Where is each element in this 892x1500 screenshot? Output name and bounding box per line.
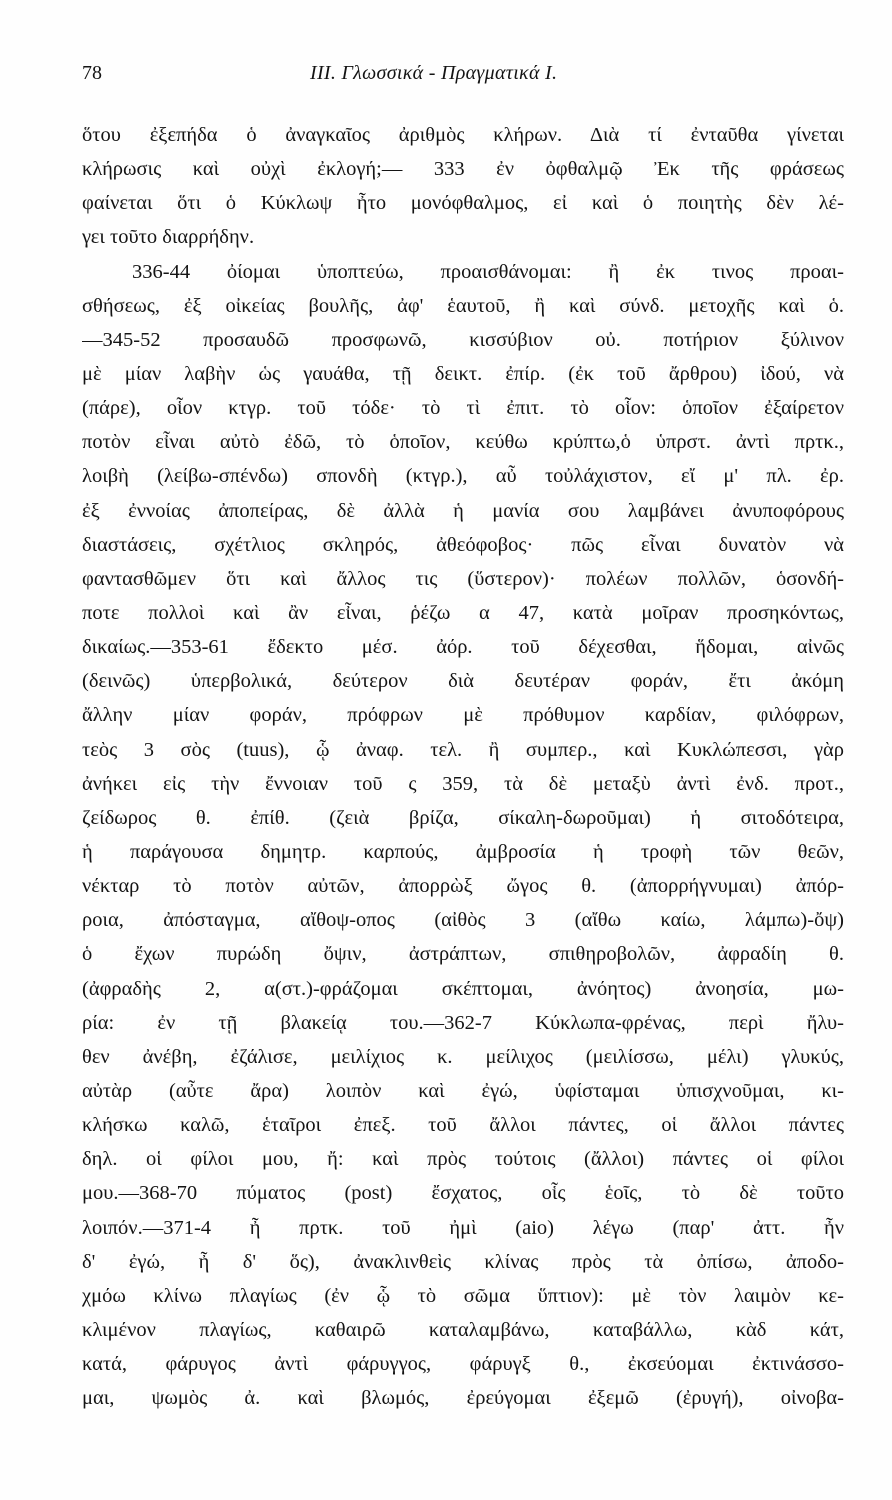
text-line: ρία: ἐν τῇ βλακείᾳ του.—362-7 Κύκλωπα-φρένας, περὶ ἤλυ- (82, 1011, 844, 1034)
text-line: νέκταρ τὸ ποτὸν αὐτῶν, ἀπορρὼξ ὤγος θ. (ἀπορρήγνυμαι) ἀπόρ- (82, 875, 844, 898)
text-line: —345-52 προσαυδῶ προσφωνῶ, κισσύβιον οὐ. ποτήριον ξύλινον (82, 328, 844, 351)
page-header (82, 58, 842, 88)
text-line: ποτε πολλοὶ καὶ ἂν εἶναι, ῥέζω α 47, κατὰ μοῖραν προσηκόντως, (82, 601, 844, 624)
text-line: ἐξ ἐννοίας ἀποπείρας, δὲ ἀλλὰ ἡ μανία σου λαμβάνει ἀνυποφόρους (82, 499, 844, 522)
text-line: μὲ μίαν λαβὴν ὡς γαυάθα, τῇ δεικτ. ἐπίρ. (ἐκ τοῦ ἄρθρου) ἰδού, νὰ (82, 362, 844, 385)
text-line: 336-44 ὀίομαι ὑποπτεύω, προαισθάνομαι: ἢ ἐκ τινος προαι- (132, 260, 844, 283)
text-line: μου.—368-70 πύματος (post) ἔσχατος, οἷς ἑοῖς, τὸ δὲ τοῦτο (82, 1182, 844, 1205)
text-line: διαστάσεις, σχέτλιος σκληρός, ἀθεόφοβος· πῶς εἶναι δυνατὸν νὰ (82, 533, 844, 556)
text-line: ὅτου ἐξεπήδα ὁ ἀναγκαῖος ἀριθμὸς κλήρων. Διὰ τί ἐνταῦθα γίνεται (82, 124, 844, 146)
text-line: ποτὸν εἶναι αὐτὸ ἐδῶ, τὸ ὁποῖον, κεύθω κρύπτω,ὁ ὑπρστ. ἀντὶ πρτκ., (82, 431, 844, 454)
text-line: κλιμένον πλαγίως, καθαιρῶ καταλαμβάνω, καταβάλλω, κὰδ κάτ, (82, 1318, 844, 1341)
text-line: ἡ παράγουσα δημητρ. καρπούς, ἀμβροσία ἡ τροφὴ τῶν θεῶν, (82, 840, 844, 863)
text-line: ζείδωρος θ. ἐπίθ. (ζειὰ βρίζα, σίκαλη-δωροῦμαι) ἡ σιτοδότειρα, (82, 806, 844, 829)
running-title: III. Γλωσσικά - Πραγματικά Ι. (310, 62, 558, 84)
text-line: (πάρε), οἷον κτγρ. τοῦ τόδε· τὸ τὶ ἐπιτ. τὸ οἷον: ὁποῖον ἐξαίρετον (82, 397, 844, 420)
text-line: ὁ ἔχων πυρώδη ὄψιν, ἀστράπτων, σπιθηροβολῶν, ἀφραδίη θ. (82, 943, 844, 966)
text-line: φαντασθῶμεν ὅτι καὶ ἄλλος τις (ὕστερον)· πολέων πολλῶν, ὁσονδή- (82, 567, 844, 590)
text-line: κατά, φάρυγος ἀντὶ φάρυγγος, φάρυγξ θ., ἐκσεύομαι ἐκτινάσσο- (82, 1353, 844, 1376)
text-line: (ἀφραδὴς 2, α(στ.)-φράζομαι σκέπτομαι, ἀνόητος) ἀνοησία, μω- (82, 977, 844, 1000)
body-text (82, 118, 844, 1415)
text-line: λοιβὴ (λείβω-σπένδω) σπονδὴ (κτγρ.), αὖ τοὐλάχιστον, εἴ μ' πλ. ἐρ. (82, 465, 844, 488)
text-line: δηλ. οἱ φίλοι μου, ἤ: καὶ πρὸς τούτοις (ἄλλοι) πάντες οἱ φίλοι (82, 1148, 844, 1171)
text-line: γει τοῦτο διαρρήδην. (82, 226, 255, 249)
text-line: λοιπόν.—371-4 ἦ πρτκ. τοῦ ἠμὶ (aio) λέγω (παρ' ἀττ. ἦν (82, 1216, 844, 1239)
text-line: τεὸς 3 σὸς (tuus), ᾧ ἀναφ. τελ. ἢ συμπερ., καὶ Κυκλώπεσσι, γὰρ (82, 738, 844, 761)
text-line: φαίνεται ὅτι ὁ Κύκλωψ ἦτο μονόφθαλμος, εἰ καὶ ὁ ποιητὴς δὲν λέ- (82, 192, 844, 215)
text-line: ροια, ἀπόσταγμα, αἴθοψ-οπος (αἰθὸς 3 (αἴθω καίω, λάμπω)-ὄψ) (82, 909, 844, 932)
text-line: δικαίως.—353-61 ἔδεκτο μέσ. ἀόρ. τοῦ δέχεσθαι, ἥδομαι, αἰνῶς (82, 636, 844, 659)
text-line: ἀνήκει εἰς τὴν ἔννοιαν τοῦ ς 359, τὰ δὲ μεταξὺ ἀντὶ ἐνδ. προτ., (82, 772, 844, 795)
page-number: 78 (82, 62, 102, 84)
text-line: αὐτὰρ (αὖτε ἄρα) λοιπὸν καὶ ἐγώ, ὑφίσταμαι ὑπισχνοῦμαι, κι- (82, 1079, 844, 1102)
text-line: δ' ἐγώ, ἦ δ' ὅς), ἀνακλινθεὶς κλίνας πρὸς τὰ ὀπίσω, ἀποδο- (82, 1250, 844, 1273)
text-line: μαι, ψωμὸς ἀ. καὶ βλωμός, ἐρεύγομαι ἐξεμῶ (ἐρυγή), οἰνοβα- (82, 1387, 844, 1410)
text-line: χμόω κλίνω πλαγίως (ἐν ᾧ τὸ σῶμα ὕπτιον): μὲ τὸν λαιμὸν κε- (82, 1284, 844, 1307)
text-line: ἄλλην μίαν φοράν, πρόφρων μὲ πρόθυμον καρδίαν, φιλόφρων, (82, 704, 844, 727)
text-line: θεν ἀνέβη, ἐζάλισε, μειλίχιος κ. μείλιχος (μειλίσσω, μέλι) γλυκύς, (82, 1045, 844, 1068)
text-line: (δεινῶς) ὑπερβολικά, δεύτερον διὰ δευτέραν φοράν, ἔτι ἀκόμη (82, 670, 844, 693)
text-line: σθήσεως, ἐξ οἰκείας βουλῆς, ἀφ' ἑαυτοῦ, ἢ καὶ σύνδ. μετοχῆς καὶ ὁ. (82, 294, 844, 317)
text-line: κλήρωσις καὶ οὐχὶ ἐκλογή;— 333 ἐν ὀφθαλμῷ Ἐκ τῆς φράσεως (82, 158, 844, 181)
text-line: κλήσκω καλῶ, ἑταῖροι ἐπεξ. τοῦ ἄλλοι πάντες, οἱ ἄλλοι πάντες (82, 1114, 844, 1137)
